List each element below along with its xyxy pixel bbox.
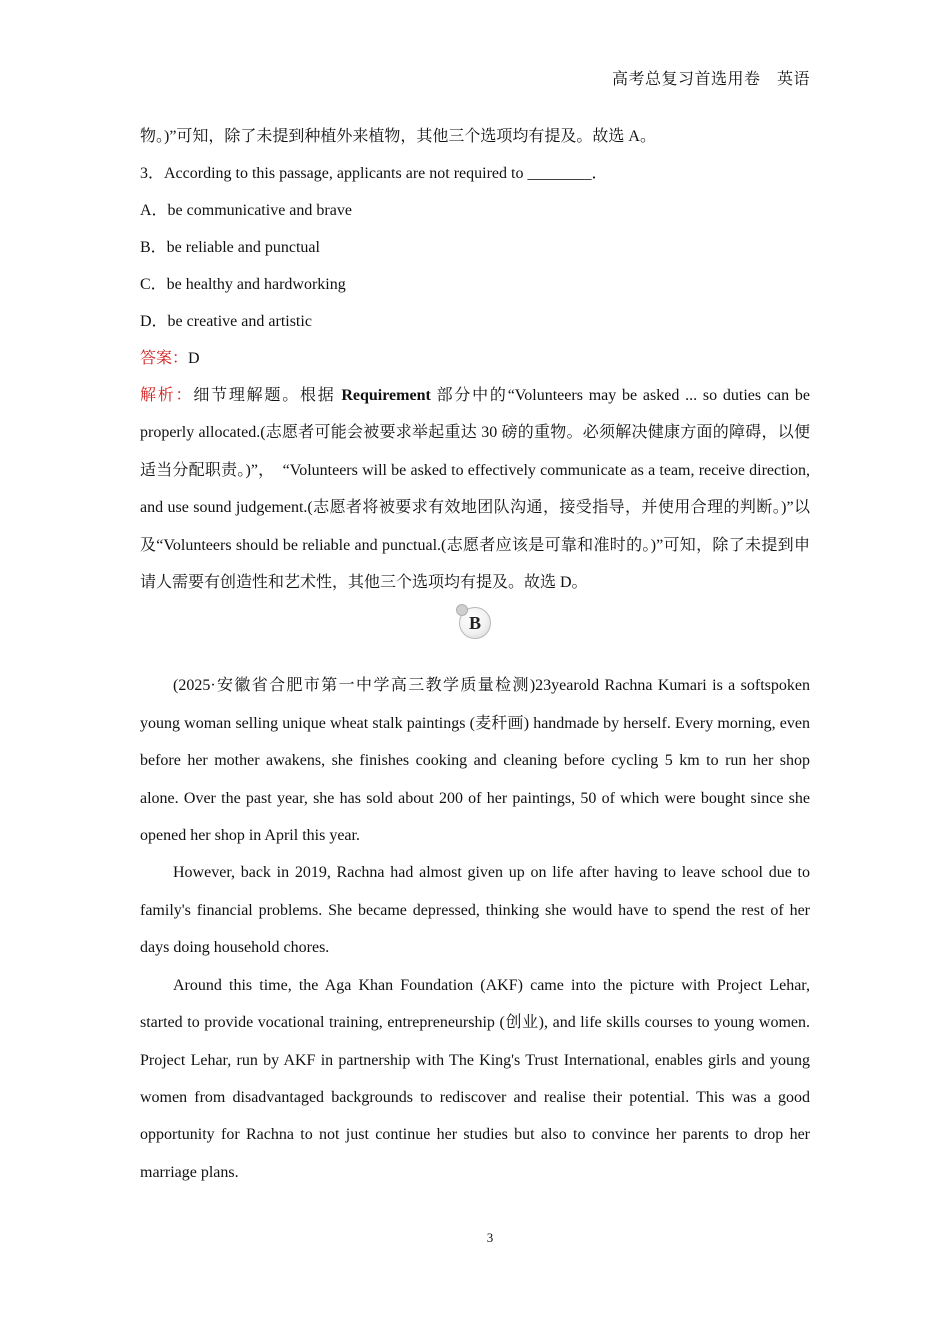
- page-number: 3: [486, 1230, 494, 1245]
- page-content: [140, 118, 810, 1191]
- answer-value: D: [188, 350, 200, 367]
- analysis-keyword: Requirement: [341, 387, 431, 404]
- passage-paragraph-1: (2025·安徽省合肥市第一中学高三教学质量检测)23yearold Rachna Kumari is a softspoken young woman selling unique wheat stalk paintings (麦秆画) handmade by herself. Every morning, even before her mother awakens, she finishes cooking and cleaning before cycling 5 km to run her shop alone. Over the past year, she has sold about 200 of her paintings, 50 of which were bought since she opened her shop in April this year.: [140, 677, 810, 845]
- answer-line: [140, 340, 810, 377]
- section-b-marker: [140, 601, 810, 667]
- passage-paragraph-3: Around this time, the Aga Khan Foundation (AKF) came into the picture with Project Lehar, started to provide vocational training, entrepreneurship (创业), and life skills courses to young women. Project Lehar, run by AKF in partnership with The King's Trust International, enables girls and young women from disadvantaged backgrounds to rediscover and realise their potential. This was a good opportunity for Rachna to not just continue her studies but also to convince her parents to drop her marriage plans.: [140, 976, 810, 1181]
- page-header: 高考总复习首选用卷 英语: [611, 71, 810, 88]
- answer-label: 答案：: [140, 350, 189, 367]
- badge-dot-icon: [456, 604, 468, 616]
- previous-analysis-tail: 物。)”可知，除了未提到种植外来植物，其他三个选项均有提及。故选 A。: [140, 128, 656, 145]
- section-b-letter: B: [468, 612, 481, 633]
- section-b-badge: [459, 607, 491, 639]
- option-d: D．be creative and artistic: [140, 313, 312, 330]
- analysis-body: 部分中的“Volunteers may be asked ... so duties can be properly allocated.(志愿者可能会被要求举起重达 30 磅的重物。必须解决健康方面的障碍，以便适当分配职责。)”， “Volunteers will be asked to effectively communicate as a team, receive direction, and use sound judgement.(志愿者将被要求有效地团队沟通，接受指导，并使用合理的判断。)”以及“Volunteers should be reliable and punctual.(志愿者应该是可靠和准时的。)”可知，除了未提到申请人需要有创造性和艺术性，其他三个选项均有提及。故选 D。: [140, 387, 810, 592]
- analysis: [140, 377, 810, 601]
- analysis-label: 解析：: [140, 387, 194, 404]
- option-a: A．be communicative and brave: [140, 202, 352, 219]
- analysis-pre: 细节理解题。根据: [193, 387, 342, 404]
- option-b: B．be reliable and punctual: [140, 239, 320, 256]
- passage-paragraph-2: However, back in 2019, Rachna had almost given up on life after having to leave school due to family's financial problems. She became depressed, thinking she would have to spend the rest of her days doing household chores.: [140, 864, 810, 957]
- option-c: C．be healthy and hardworking: [140, 276, 346, 293]
- question-stem: 3．According to this passage, applicants are not required to ________．: [140, 165, 608, 182]
